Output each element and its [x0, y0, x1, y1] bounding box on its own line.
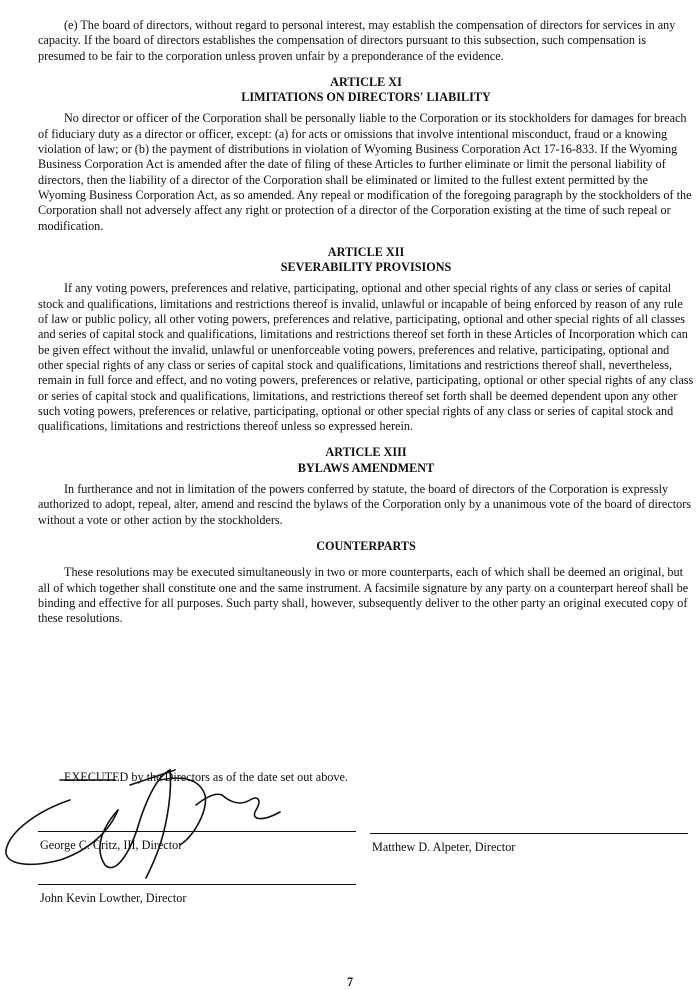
- paragraph-e: (e) The board of directors, without regard to personal interest, may establish the compensation of directors for services in any capacity. If the board of directors establishes the compensation of directors pursuant to this subsection, such compensation is presumed to be fair to the corporation unless proven unfair by a preponderance of the evidence.: [38, 18, 676, 63]
- page-number: 7: [346, 975, 354, 989]
- article-xiii-title: BYLAWS AMENDMENT: [297, 460, 435, 475]
- counterparts-title: COUNTERPARTS: [316, 538, 416, 553]
- article-xii-number: ARTICLE XII: [327, 244, 405, 259]
- article-xiii-body: In furtherance and not in limitation of the powers conferred by statute, the board of directors of the Corporation is expressly authorized to adopt, repeal, alter, amend and rescind the bylaws of the Corporation only by a unanimous vote of the board of directors without a vote or other action by the stockholders.: [38, 482, 692, 527]
- executed-statement: EXECUTED by the Directors as of the date set out above.: [64, 770, 348, 784]
- article-xi-title: LIMITATIONS ON DIRECTORS' LIABILITY: [241, 90, 491, 105]
- article-xi-number: ARTICLE XI: [330, 74, 402, 89]
- signatory-name-lowther: John Kevin Lowther, Director: [40, 891, 187, 905]
- article-xii-title: SEVERABILITY PROVISIONS: [280, 260, 452, 275]
- handwritten-signature: [0, 740, 330, 880]
- article-xii-body: If any voting powers, preferences and relative, participating, optional and other special rights of any class or series of capital stock and qualifications, limitations and restrictions thereof is invalid, unlawful or incapable of being enforced by reason of any rule of law or public policy, all other voting powers, preferences and relative, participating, optional and other special rights of all classes and series of capital stock and qualifications, limitations and restrictions thereof set forth in these Articles of Incorporation which can be given effect without the invalid, unlawful or unenforceable voting powers, preferences and relative, participating, optional and other special rights of any class or series of capital stock and qualifications, limitations and restrictions thereof shall, nevertheless, remain in full force and effect, and no voting powers, preferences or relative, participating, optional or other special rights of any class or series of capital stock and qualifications, limitations, and restrictions thereof set forth shall be deemed dependent upon any other such voting powers, preferences or relative, participating, optional or other special rights of any class or series of capital stock and qualifications, limitations and restrictions thereof unless so expressed herein.: [38, 281, 694, 434]
- counterparts-body: These resolutions may be executed simultaneously in two or more counterparts, each of which shall be deemed an original, but all of which together shall constitute one and the same instrument. A facsimile signature by any party on a counterpart hereof shall be binding and effective for all purposes. Such party shall, however, subsequently deliver to the other party an original executed copy of these resolutions.: [38, 565, 689, 626]
- document-page: [38, 18, 694, 626]
- signature-line-alpeter: [370, 833, 688, 834]
- signatory-name-critz: George C. Critz, III, Director: [40, 838, 183, 852]
- article-xi-body: No director or officer of the Corporation shall be personally liable to the Corporation or its stockholders for damages for breach of fiduciary duty as a director or officer, except: (a) for acts or omissions that involve intentional misconduct, fraud or a knowing violation of law; or (b) the payment of distributions in violation of Wyoming Business Corporation Act 17-16-833. If the Wyoming Business Corporation Act is amended after the date of filing of these Articles to further eliminate or limit the personal liability of directors, then the liability of a director of the Corporation shall be eliminated or limited to the fullest extent permitted by the Wyoming Business Corporation Act, as so amended. Any repeal or modification of the foregoing paragraph by the stockholders of the Corporation shall not adversely affect any right or protection of a director of the Corporation existing at the time of such repeal or modification.: [38, 111, 692, 233]
- signature-line-critz: [38, 831, 356, 832]
- signature-line-lowther: [38, 884, 356, 885]
- signatory-name-alpeter: Matthew D. Alpeter, Director: [372, 840, 516, 854]
- article-xiii-number: ARTICLE XIII: [325, 445, 407, 460]
